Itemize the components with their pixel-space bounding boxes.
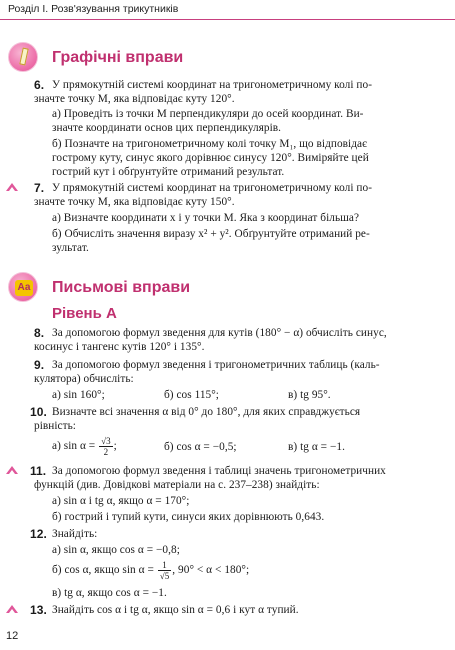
exercise-number: 10.	[30, 405, 47, 419]
exercise-text: За допомогою формул зведення для кутів (180° − α) обчисліть синус,	[52, 327, 387, 339]
exercise-number: 7.	[34, 181, 45, 195]
exercise-option: а) sin α і tg α, якщо α = 170°;	[52, 495, 190, 507]
exercise-option: б) cos α = −0,5;	[164, 441, 237, 453]
pencil-icon	[8, 42, 38, 72]
exercise-number: 6.	[34, 78, 45, 92]
exercise-text: а) Проведіть із точки M перпендикуляри до осей координат. Ви-	[52, 108, 364, 120]
exercise-number: 12.	[30, 527, 47, 541]
section-title-graphic: Графічні вправи	[52, 49, 184, 66]
exercise-option: а) sin α = $\frac{√3}{2}$ ;	[52, 436, 117, 457]
exercise-option: в) tg α, якщо cos α = −1.	[52, 587, 167, 599]
exercise-text: рівність:	[34, 420, 76, 432]
exercise-text: Визначте всі значення α від 0° до 180°, для яких справджується	[52, 406, 361, 418]
exercise-option: а) sin α, якщо cos α = −0,8;	[52, 544, 180, 556]
exercise-number: 13.	[30, 603, 47, 617]
exercise-text: значте точку M, яка відповідає куту 120°.	[34, 93, 235, 105]
exercise-option: в) tg α = −1.	[288, 441, 345, 453]
exercise-text: У прямокутній системі координат на тригонометричному колі по-	[52, 79, 373, 91]
exercise-text: Знайдіть:	[52, 528, 98, 540]
exercise-text: зультат.	[52, 242, 89, 254]
exercise-text: У прямокутній системі координат на тригонометричному колі по-	[52, 182, 373, 194]
exercise-text: гострий кут і обґрунтуйте отриманий результат.	[52, 166, 285, 178]
page-number: 12	[6, 630, 19, 642]
exercise-text: б) Позначте на тригонометричному колі точку M₁, що відповідає	[52, 138, 368, 150]
difficulty-marker-icon	[6, 183, 16, 191]
exercise-text: косинус і тангенс кутів 120° і 135°.	[34, 341, 205, 353]
exercise-number: 11.	[30, 464, 47, 478]
exercise-option: б) cos 115°;	[164, 389, 219, 401]
difficulty-marker-icon	[6, 466, 16, 474]
exercise-option: б) cos α, якщо sin α = $\frac{1}{√5}$ , 90° < α < 180°;	[52, 560, 250, 581]
exercise-text: б) Обчисліть значення виразу x² + y². Обґрунтуйте отриманий ре-	[52, 228, 370, 240]
exercise-text: За допомогою формул зведення і тригонометричних таблиць (каль-	[52, 359, 380, 371]
exercise-number: 9.	[34, 358, 45, 372]
fraction: $\frac{√3}{2}$	[101, 436, 111, 457]
exercise-option: а) sin 160°;	[52, 389, 105, 401]
exercise-text: За допомогою формул зведення і таблиці значень тригонометричних	[52, 465, 386, 477]
fraction: $\frac{1}{√5}$	[159, 560, 170, 581]
exercise-option: б) гострий і тупий кути, синуси яких дорівнюють 0,643.	[52, 511, 325, 523]
exercise-text: значте точку M, яка відповідає куту 150°.	[34, 196, 235, 208]
running-head	[0, 0, 455, 20]
exercise-option: в) tg 95°.	[288, 389, 331, 401]
section-title-written: Письмові вправи	[52, 279, 191, 296]
exercise-number: 8.	[34, 326, 45, 340]
exercise-text: Знайдіть cos α і tg α, якщо sin α = 0,6 і кут α тупий.	[52, 604, 299, 616]
ab-badge-icon: Аа	[8, 272, 38, 302]
exercise-text: гострому куту, синус якого дорівнює синусу 120°. Виміряйте цей	[52, 152, 369, 164]
level-title: Рівень А	[52, 305, 117, 322]
running-head-text: Розділ I. Розв'язування трикутників	[8, 3, 179, 15]
difficulty-marker-icon	[6, 605, 16, 613]
exercise-text: значте координати основ цих перпендикулярів.	[52, 122, 282, 134]
exercise-text: функцій (див. Довідкові матеріали на с. 237–238) знайдіть:	[34, 479, 320, 491]
exercise-text: а) Визначте координати x і y точки M. Яка з координат більша?	[52, 212, 360, 224]
exercise-text: кулятора) обчисліть:	[34, 373, 134, 385]
